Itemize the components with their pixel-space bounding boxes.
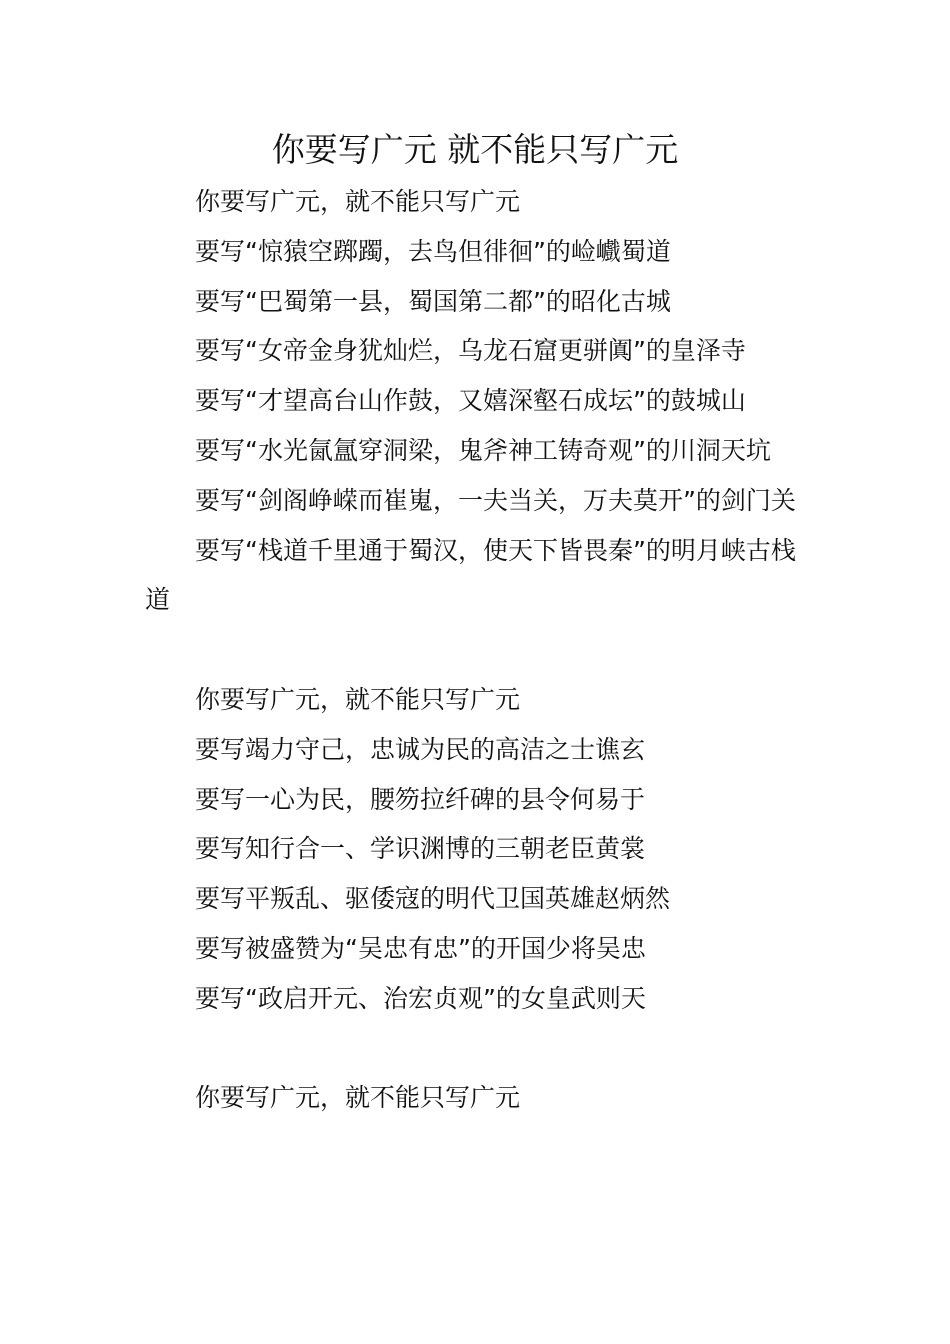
paragraph: 要写“政启开元、治宏贞观”的女皇武则天 <box>195 983 646 1013</box>
paragraph: 要写竭力守己，忠诚为民的高洁之士谯玄 <box>195 734 646 764</box>
paragraph: 要写“才望高台山作鼓，又嬉深壑石成坛”的鼓城山 <box>195 386 746 416</box>
paragraph: 你要写广元，就不能只写广元 <box>195 187 521 216</box>
paragraph: 要写平叛乱、驱倭寇的明代卫国英雄赵炳然 <box>195 884 671 914</box>
paragraph: 要写“剑阁峥嵘而崔嵬，一夫当关，万夫莫开”的剑门关 <box>195 485 796 515</box>
paragraph: 要写一心为民，腰笏拉纤碑的县令何易于 <box>195 784 646 814</box>
paragraph: 要写“惊猿空踯躅，去鸟但徘徊”的崄巇蜀道 <box>195 236 671 266</box>
paragraph: 要写知行合一、学识渊博的三朝老臣黄裳 <box>195 834 646 864</box>
paragraph: 要写“女帝金身犹灿烂，乌龙石窟更骈阗”的皇泽寺 <box>195 336 746 366</box>
document-title: 你要写广元 就不能只写广元 <box>271 130 679 169</box>
blank-line <box>145 625 810 675</box>
document-body <box>145 177 810 1123</box>
paragraph: 你要写广元，就不能只写广元 <box>195 1083 521 1113</box>
paragraph: 你要写广元，就不能只写广元 <box>195 684 521 714</box>
paragraph: 要写被盛赞为“吴忠有忠”的开国少将吴忠 <box>195 933 646 963</box>
paragraph: 要写“水光氤氲穿洞梁，鬼斧神工铸奇观”的川洞天坑 <box>195 435 771 465</box>
paragraph: 要写“栈道千里通于蜀汉，使天下皆畏秦”的明月峡古栈道 <box>145 535 796 615</box>
blank-line <box>145 1024 810 1074</box>
paragraph: 要写“巴蜀第一县，蜀国第二都”的昭化古城 <box>195 286 671 316</box>
